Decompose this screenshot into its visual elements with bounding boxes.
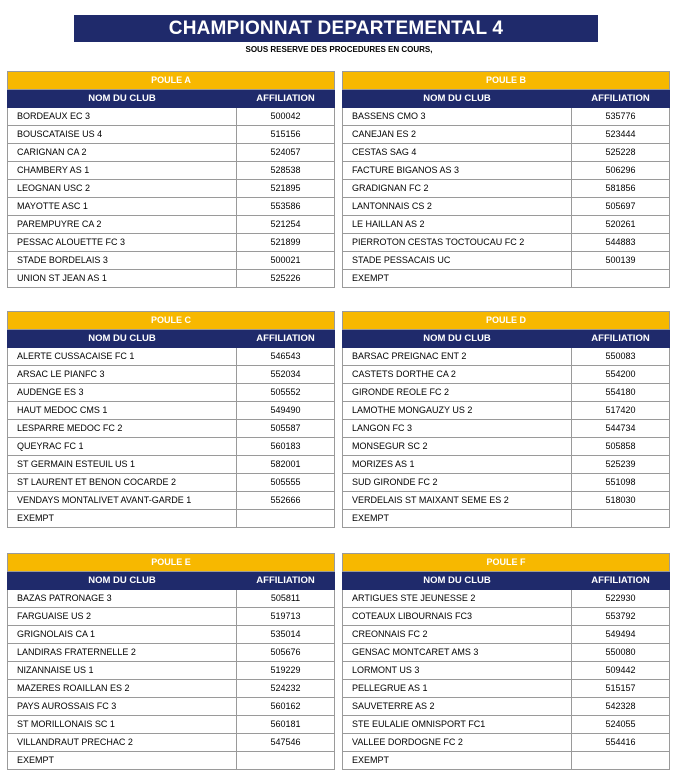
affiliation-number: 506296 (572, 162, 670, 180)
affiliation-number: 525239 (572, 456, 670, 474)
poule-title: POULE D (343, 312, 670, 330)
table-row (343, 716, 670, 734)
page-title: CHAMPIONNAT DEPARTEMENTAL 4 (74, 15, 598, 42)
table-row (8, 234, 335, 252)
poule-title: POULE E (8, 554, 335, 572)
table-row (343, 366, 670, 384)
table-row (343, 734, 670, 752)
table-row (8, 492, 335, 510)
club-name: LEOGNAN USC 2 (8, 180, 237, 198)
table-row (8, 752, 335, 770)
column-header-affiliation: AFFILIATION (572, 90, 670, 108)
table-row (343, 698, 670, 716)
column-header-club: NOM DU CLUB (343, 572, 572, 590)
table-row (8, 216, 335, 234)
club-name: LE HAILLAN AS 2 (343, 216, 572, 234)
table-row (343, 270, 670, 288)
club-name: STE EULALIE OMNISPORT FC1 (343, 716, 572, 734)
club-name: CREONNAIS FC 2 (343, 626, 572, 644)
affiliation-number: 542328 (572, 698, 670, 716)
club-name: LANGON FC 3 (343, 420, 572, 438)
table-row (8, 698, 335, 716)
club-name: PELLEGRUE AS 1 (343, 680, 572, 698)
club-name: SUD GIRONDE FC 2 (343, 474, 572, 492)
affiliation-number: 560162 (237, 698, 335, 716)
affiliation-number: 517420 (572, 402, 670, 420)
table-row (8, 456, 335, 474)
column-header-club: NOM DU CLUB (8, 330, 237, 348)
table-row (8, 252, 335, 270)
affiliation-number: 560183 (237, 438, 335, 456)
table-row (8, 662, 335, 680)
affiliation-number: 524232 (237, 680, 335, 698)
affiliation-number (237, 752, 335, 770)
club-name: ST MORILLONAIS SC 1 (8, 716, 237, 734)
affiliation-number: 550080 (572, 644, 670, 662)
club-name: CASTETS DORTHE CA 2 (343, 366, 572, 384)
affiliation-number: 500042 (237, 108, 335, 126)
club-name: VENDAYS MONTALIVET AVANT-GARDE 1 (8, 492, 237, 510)
affiliation-number: 505697 (572, 198, 670, 216)
table-row (343, 198, 670, 216)
affiliation-number: 505858 (572, 438, 670, 456)
club-name: EXEMPT (343, 752, 572, 770)
club-name: LANTONNAIS CS 2 (343, 198, 572, 216)
club-name: CHAMBERY AS 1 (8, 162, 237, 180)
affiliation-number: 505811 (237, 590, 335, 608)
column-header-club: NOM DU CLUB (343, 90, 572, 108)
club-name: HAUT MEDOC CMS 1 (8, 402, 237, 420)
poule-title: POULE C (8, 312, 335, 330)
club-name: EXEMPT (8, 510, 237, 528)
club-name: BOUSCATAISE US 4 (8, 126, 237, 144)
club-name: STADE PESSACAIS UC (343, 252, 572, 270)
club-name: LESPARRE MEDOC FC 2 (8, 420, 237, 438)
club-name: BARSAC PREIGNAC ENT 2 (343, 348, 572, 366)
club-name: LORMONT US 3 (343, 662, 572, 680)
affiliation-number: 519713 (237, 608, 335, 626)
table-row (343, 590, 670, 608)
table-row (343, 420, 670, 438)
club-name: ST LAURENT ET BENON COCARDE 2 (8, 474, 237, 492)
club-name: ARTIGUES STE JEUNESSE 2 (343, 590, 572, 608)
table-row (8, 680, 335, 698)
table-row (8, 438, 335, 456)
table-row (8, 366, 335, 384)
club-name: UNION ST JEAN AS 1 (8, 270, 237, 288)
club-name: MAYOTTE ASC 1 (8, 198, 237, 216)
affiliation-number: 520261 (572, 216, 670, 234)
club-name: MONSEGUR SC 2 (343, 438, 572, 456)
affiliation-number: 525226 (237, 270, 335, 288)
affiliation-number: 552666 (237, 492, 335, 510)
column-header-affiliation: AFFILIATION (237, 330, 335, 348)
table-row (8, 510, 335, 528)
table-row (8, 590, 335, 608)
affiliation-number: 528538 (237, 162, 335, 180)
table-row (343, 608, 670, 626)
table-row (8, 348, 335, 366)
table-row (343, 438, 670, 456)
affiliation-number: 521899 (237, 234, 335, 252)
table-row (8, 198, 335, 216)
affiliation-number: 509442 (572, 662, 670, 680)
club-name: QUEYRAC FC 1 (8, 438, 237, 456)
table-row (8, 420, 335, 438)
affiliation-number: 524055 (572, 716, 670, 734)
affiliation-number: 547546 (237, 734, 335, 752)
column-header-affiliation: AFFILIATION (237, 572, 335, 590)
affiliation-number: 535014 (237, 626, 335, 644)
table-row (8, 162, 335, 180)
column-header-club: NOM DU CLUB (343, 330, 572, 348)
table-row (343, 126, 670, 144)
table-row (343, 680, 670, 698)
club-name: VERDELAIS ST MAIXANT SEME ES 2 (343, 492, 572, 510)
table-row (343, 108, 670, 126)
table-row (343, 510, 670, 528)
affiliation-number: 544883 (572, 234, 670, 252)
affiliation-number: 553586 (237, 198, 335, 216)
club-name: VILLANDRAUT PRECHAC 2 (8, 734, 237, 752)
table-row (343, 402, 670, 420)
poule-title: POULE A (8, 72, 335, 90)
club-name: SAUVETERRE AS 2 (343, 698, 572, 716)
affiliation-number: 549490 (237, 402, 335, 420)
table-row (343, 492, 670, 510)
affiliation-number: 505552 (237, 384, 335, 402)
table-row (8, 144, 335, 162)
column-header-affiliation: AFFILIATION (572, 330, 670, 348)
table-row (8, 180, 335, 198)
club-name: EXEMPT (8, 752, 237, 770)
table-row (343, 348, 670, 366)
affiliation-number: 552034 (237, 366, 335, 384)
affiliation-number: 519229 (237, 662, 335, 680)
table-row (8, 108, 335, 126)
club-name: CESTAS SAG 4 (343, 144, 572, 162)
club-name: BORDEAUX EC 3 (8, 108, 237, 126)
affiliation-number: 581856 (572, 180, 670, 198)
poule-table (342, 71, 670, 288)
column-header-affiliation: AFFILIATION (572, 572, 670, 590)
table-row (8, 474, 335, 492)
affiliation-number (572, 510, 670, 528)
affiliation-number: 551098 (572, 474, 670, 492)
table-row (343, 162, 670, 180)
table-row (8, 608, 335, 626)
table-row (343, 662, 670, 680)
poule-table (7, 311, 335, 528)
club-name: GRADIGNAN FC 2 (343, 180, 572, 198)
club-name: CANEJAN ES 2 (343, 126, 572, 144)
affiliation-number: 553792 (572, 608, 670, 626)
affiliation-number (572, 270, 670, 288)
poule-table (7, 71, 335, 288)
club-name: NIZANNAISE US 1 (8, 662, 237, 680)
club-name: GENSAC MONTCARET AMS 3 (343, 644, 572, 662)
table-row (8, 626, 335, 644)
club-name: STADE BORDELAIS 3 (8, 252, 237, 270)
club-name: PIERROTON CESTAS TOCTOUCAU FC 2 (343, 234, 572, 252)
affiliation-number: 521254 (237, 216, 335, 234)
column-header-affiliation: AFFILIATION (237, 90, 335, 108)
table-row (343, 384, 670, 402)
affiliation-number: 500139 (572, 252, 670, 270)
table-row (343, 144, 670, 162)
club-name: VALLEE DORDOGNE FC 2 (343, 734, 572, 752)
affiliation-number (572, 752, 670, 770)
affiliation-number: 518030 (572, 492, 670, 510)
column-header-club: NOM DU CLUB (8, 90, 237, 108)
affiliation-number: 505555 (237, 474, 335, 492)
column-header-club: NOM DU CLUB (8, 572, 237, 590)
table-row (343, 752, 670, 770)
table-row (343, 474, 670, 492)
affiliation-number: 505587 (237, 420, 335, 438)
affiliation-number: 544734 (572, 420, 670, 438)
affiliation-number: 554180 (572, 384, 670, 402)
table-row (343, 216, 670, 234)
table-row (8, 734, 335, 752)
poule-table (342, 311, 670, 528)
club-name: MORIZES AS 1 (343, 456, 572, 474)
club-name: FACTURE BIGANOS AS 3 (343, 162, 572, 180)
affiliation-number: 515156 (237, 126, 335, 144)
affiliation-number: 560181 (237, 716, 335, 734)
club-name: AUDENGE ES 3 (8, 384, 237, 402)
club-name: LAMOTHE MONGAUZY US 2 (343, 402, 572, 420)
club-name: GRIGNOLAIS CA 1 (8, 626, 237, 644)
affiliation-number: 549494 (572, 626, 670, 644)
table-row (8, 126, 335, 144)
table-row (343, 252, 670, 270)
affiliation-number: 535776 (572, 108, 670, 126)
table-row (8, 270, 335, 288)
club-name: CARIGNAN CA 2 (8, 144, 237, 162)
club-name: MAZERES ROAILLAN ES 2 (8, 680, 237, 698)
club-name: EXEMPT (343, 510, 572, 528)
table-row (343, 644, 670, 662)
club-name: FARGUAISE US 2 (8, 608, 237, 626)
table-row (8, 716, 335, 734)
affiliation-number: 505676 (237, 644, 335, 662)
affiliation-number: 546543 (237, 348, 335, 366)
table-row (343, 456, 670, 474)
affiliation-number: 500021 (237, 252, 335, 270)
affiliation-number: 521895 (237, 180, 335, 198)
table-row (8, 402, 335, 420)
club-name: EXEMPT (343, 270, 572, 288)
table-row (343, 626, 670, 644)
table-row (343, 234, 670, 252)
affiliation-number: 523444 (572, 126, 670, 144)
club-name: PAYS AUROSSAIS FC 3 (8, 698, 237, 716)
affiliation-number: 525228 (572, 144, 670, 162)
affiliation-number: 522930 (572, 590, 670, 608)
club-name: ALERTE CUSSACAISE FC 1 (8, 348, 237, 366)
table-row (8, 384, 335, 402)
affiliation-number: 582001 (237, 456, 335, 474)
affiliation-number (237, 510, 335, 528)
club-name: BASSENS CMO 3 (343, 108, 572, 126)
table-row (343, 180, 670, 198)
club-name: PESSAC ALOUETTE FC 3 (8, 234, 237, 252)
club-name: ST GERMAIN ESTEUIL US 1 (8, 456, 237, 474)
affiliation-number: 515157 (572, 680, 670, 698)
club-name: COTEAUX LIBOURNAIS FC3 (343, 608, 572, 626)
club-name: GIRONDE REOLE FC 2 (343, 384, 572, 402)
affiliation-number: 550083 (572, 348, 670, 366)
poule-title: POULE B (343, 72, 670, 90)
affiliation-number: 554416 (572, 734, 670, 752)
club-name: LANDIRAS FRATERNELLE 2 (8, 644, 237, 662)
affiliation-number: 554200 (572, 366, 670, 384)
affiliation-number: 524057 (237, 144, 335, 162)
page-subtitle: SOUS RESERVE DES PROCEDURES EN COURS, (245, 45, 433, 54)
club-name: PAREMPUYRE CA 2 (8, 216, 237, 234)
table-row (8, 644, 335, 662)
poule-table (7, 553, 335, 770)
poule-table (342, 553, 670, 770)
poule-title: POULE F (343, 554, 670, 572)
club-name: BAZAS PATRONAGE 3 (8, 590, 237, 608)
club-name: ARSAC LE PIANFC 3 (8, 366, 237, 384)
